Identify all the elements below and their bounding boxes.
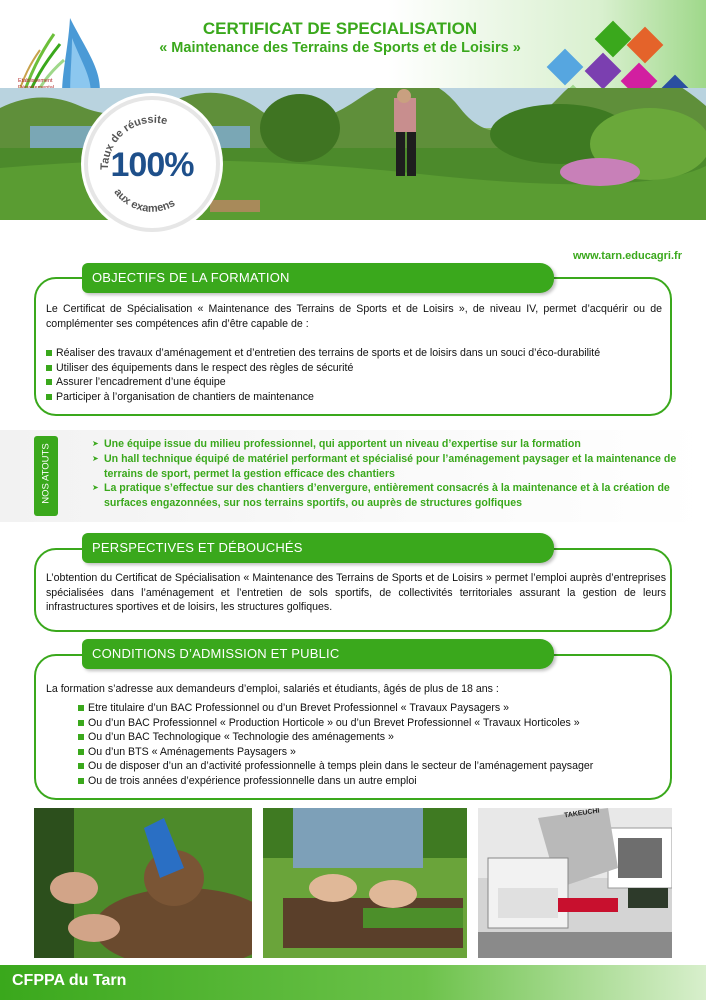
list-item: Ou de disposer d’un an d’activité professionnelle à temps plein dans le secteur de l’aménagement paysager xyxy=(78,759,668,774)
list-item: Etre titulaire d’un BAC Professionnel ou d’un Brevet Professionnel « Travaux Paysagers » xyxy=(78,701,668,716)
page-subtitle: « Maintenance des Terrains de Sports et de Loisirs » xyxy=(159,40,521,56)
perspectives-heading: PERSPECTIVES ET DÉBOUCHÉS xyxy=(82,533,554,563)
logo-text: Etablissement xyxy=(18,78,53,84)
perspectives-text: L’obtention du Certificat de Spécialisation « Maintenance des Terrains de Sports et de Loisirs » permet l’emploi auprès d’entreprises spécialisées dans l’aménagement et l’entretien de sols sportifs, de collectivités territoriales assurant la gestion de leurs infrastructures sportives et de loisirs, les structures golfiques. xyxy=(46,572,666,613)
list-item: Assurer l’encadrement d’une équipe xyxy=(46,375,662,390)
page-footer xyxy=(0,965,706,1000)
list-item: ➤ Une équipe issue du milieu professionnel, qui apportent un niveau d’expertise sur la formation xyxy=(94,437,696,452)
website-link[interactable]: www.tarn.educagri.fr xyxy=(572,250,682,262)
atouts-tab xyxy=(34,436,58,516)
atouts-list xyxy=(94,437,696,511)
excavator-brand-label: TAKEUCHI xyxy=(563,808,600,820)
conditions-intro: La formation s’adresse aux demandeurs d’emploi, salariés et étudiants, âgés de plus de 18 ans : xyxy=(46,683,499,695)
photo-digging xyxy=(34,808,252,958)
photo-turf xyxy=(263,808,467,958)
badge-arc-bottom: aux examens xyxy=(111,186,178,215)
success-rate-badge xyxy=(84,96,220,232)
list-item: Ou de trois années d’expérience professionnelle dans un autre emploi xyxy=(78,774,668,789)
list-item: Participer à l’organisation de chantiers de maintenance xyxy=(46,390,662,405)
list-item: ➤ La pratique s’effectue sur des chantiers d’envergure, entièrement consacrés à la maintenance et à la création de surfaces engazonnées, sur nos terrains sportifs, ou auprès de structures golfiques xyxy=(94,481,696,511)
page-title: CERTIFICAT DE SPECIALISATION xyxy=(202,19,478,38)
conditions-heading: CONDITIONS D’ADMISSION ET PUBLIC xyxy=(82,639,554,669)
list-item: Ou d’un BTS « Aménagements Paysagers » xyxy=(78,745,668,760)
badge-arc-top: Taux de réussite xyxy=(98,113,169,171)
objectifs-intro: Le Certificat de Spécialisation « Maintenance des Terrains de Sports et de Loisirs », de niveau IV, permet d’acquérir ou de complémenter ses compétences afin d’être capable de : xyxy=(46,303,662,330)
list-item: Utiliser des équipements dans le respect des règles de sécurité xyxy=(46,361,662,376)
footer-label: CFPPA du Tarn xyxy=(12,972,127,989)
objectifs-list xyxy=(46,346,662,404)
list-item: ➤ Un hall technique équipé de matériel performant et spécialisé pour l’aménagement paysager et la maintenance de terrains de sport, permet la gestion efficace des chantiers xyxy=(94,452,696,482)
atouts-tab-label: NOS ATOUTS xyxy=(40,443,52,504)
list-item: Ou d’un BAC Technologique « Technologie des aménagements » xyxy=(78,730,668,745)
page-header xyxy=(0,0,706,95)
success-percentage: 100% xyxy=(110,146,194,184)
list-item: Réaliser des travaux d’aménagement et d’entretien des terrains de sports et de loisirs dans un souci d’éco-durabilité xyxy=(46,346,662,361)
photo-excavator xyxy=(478,808,672,958)
objectifs-heading: OBJECTIFS DE LA FORMATION xyxy=(82,263,554,293)
list-item: Ou d’un BAC Professionnel « Production Horticole » ou d’un Brevet Professionnel « Travaux Horticoles » xyxy=(78,716,668,731)
conditions-list xyxy=(78,701,668,789)
